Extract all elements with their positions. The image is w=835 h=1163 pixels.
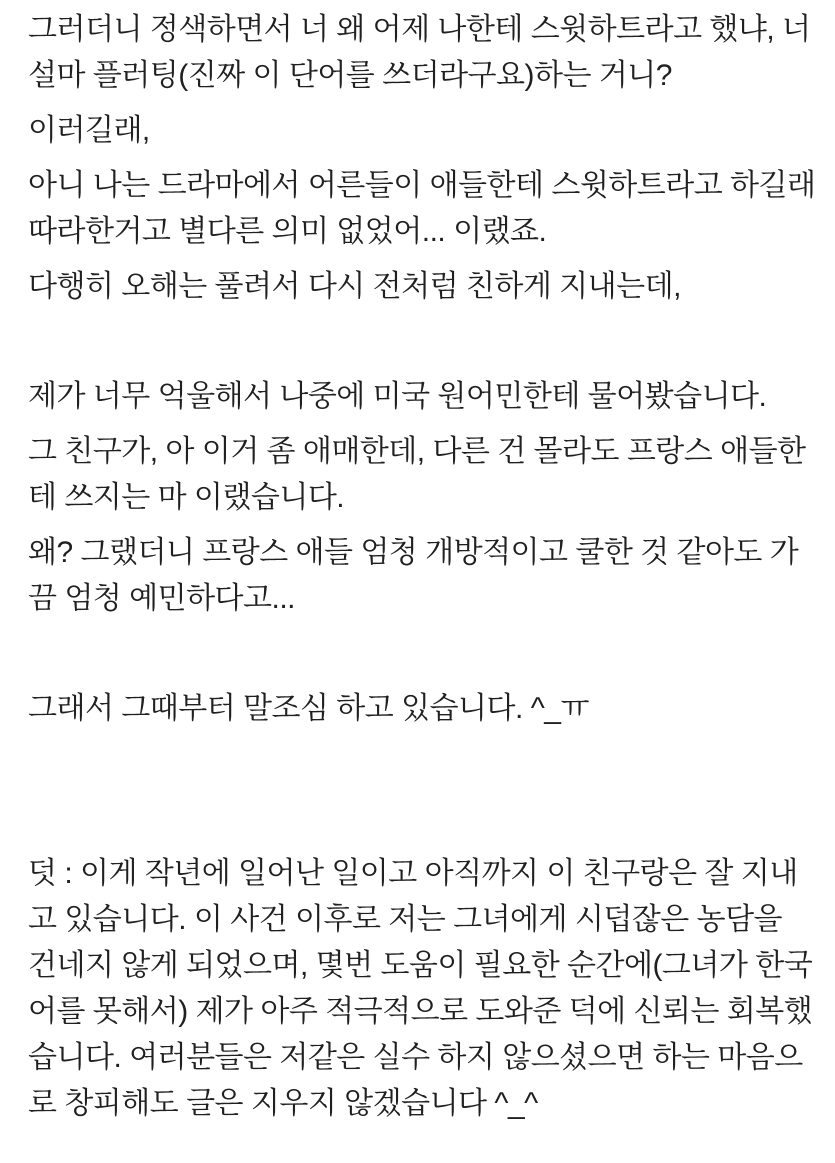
text-line: 덧 : 이게 작년에 일어난 일이고 아직까지 이 친구랑은 잘 지내 <box>28 857 798 890</box>
text-line: 건네지 않게 되었으며, 몇번 도움이 필요한 순간에(그녀가 한국 <box>28 949 813 982</box>
text-line: 그래서 그때부터 말조심 하고 있습니다. ^_ㅠ <box>28 692 589 725</box>
paragraph <box>28 429 817 521</box>
text-line: 제가 너무 억울해서 나중에 미국 원어민한테 물어봤습니다. <box>28 380 767 413</box>
text-line: 왜? 그랬더니 프랑스 애들 엄청 개방적이고 쿨한 것 같아도 가 <box>28 536 799 569</box>
blank-line <box>28 631 817 677</box>
paragraph <box>28 374 817 420</box>
blank-line <box>28 796 817 842</box>
paragraph <box>28 163 817 255</box>
text-line: 그러더니 정색하면서 너 왜 어제 나한테 스윗하트라고 했냐, 너 <box>28 13 811 46</box>
paragraph <box>28 530 817 622</box>
text-line: 그 친구가, 아 이거 좀 애매한데, 다른 건 몰라도 프랑스 애들한 <box>28 435 806 468</box>
text-line: 어를 못해서) 제가 아주 적극적으로 도와준 덕에 신뢰는 회복했 <box>28 995 813 1028</box>
blank-line <box>28 741 817 787</box>
paragraph <box>28 108 817 154</box>
text-line: 따라한거고 별다른 의미 없었어... 이랬죠. <box>28 215 547 248</box>
text-line: 습니다. 여러분들은 저같은 실수 하지 않으셨으면 하는 마음으 <box>28 1041 803 1074</box>
paragraph <box>28 686 817 732</box>
text-line: 아니 나는 드라마에서 어른들이 애들한테 스윗하트라고 하길래 <box>28 169 816 202</box>
blank-line <box>28 319 817 365</box>
text-line: 설마 플러팅(진짜 이 단어를 쓰더라구요)하는 거니? <box>28 59 672 92</box>
text-line: 끔 엄청 예민하다고... <box>28 582 296 615</box>
text-line: 이러길래, <box>28 114 150 147</box>
text-line: 로 창피해도 글은 지우지 않겠습니다 ^_^ <box>28 1087 538 1120</box>
text-line: 다행히 오해는 풀려서 다시 전처럼 친하게 지내는데, <box>28 270 681 303</box>
text-line: 테 쓰지는 마 이랬습니다. <box>28 481 345 514</box>
paragraph <box>28 7 817 99</box>
text-line: 고 있습니다. 이 사건 이후로 저는 그녀에게 시덥잖은 농담을 <box>28 903 783 936</box>
paragraph <box>28 264 817 310</box>
paragraph <box>28 851 817 1127</box>
